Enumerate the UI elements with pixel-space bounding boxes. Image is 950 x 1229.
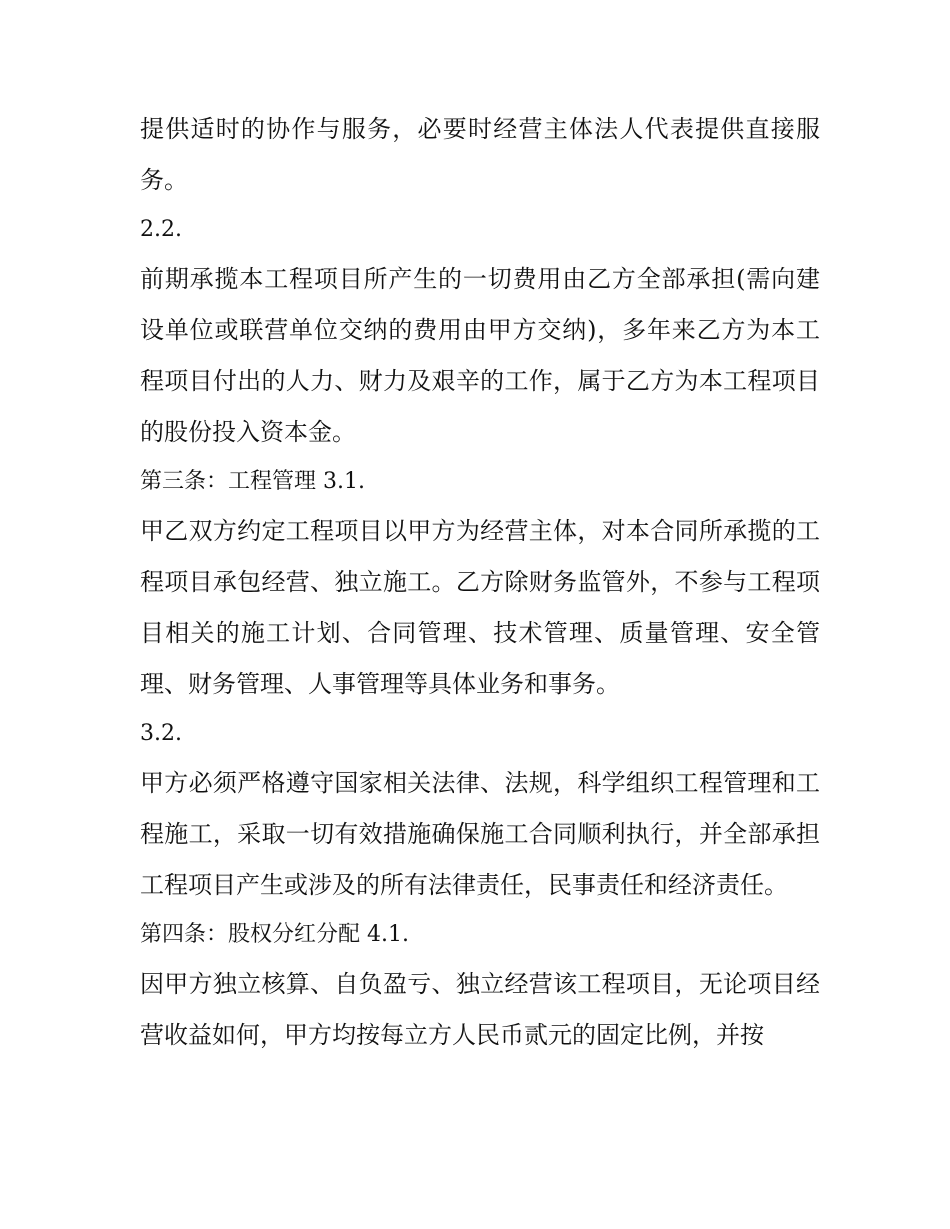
paragraph-legal-compliance: 甲方必须严格遵守国家相关法律、法规，科学组织工程管理和工程施工，采取一切有效措施确保施工合同顺利执行，并全部承担工程项目产生或涉及的所有法律责任，民事责任和经济责任。 <box>140 769 820 899</box>
paragraph-service: 提供适时的协作与服务，必要时经营主体法人代表提供直接服务。 <box>140 115 820 194</box>
article-3-heading: 第三条：工程管理 3.1. <box>140 469 365 494</box>
article-4-heading: 第四条：股权分红分配 4.1. <box>140 922 409 947</box>
document-body <box>140 104 820 1061</box>
paragraph-costs: 前期承揽本工程项目所产生的一切费用由乙方全部承担(需向建设单位或联营单位交纳的费用由甲方交纳)，多年来乙方为本工程项目付出的人力、财力及艰辛的工作，属于乙方为本工程项目的股份投入资本金。 <box>140 265 820 446</box>
clause-number-3-2: 3.2. <box>140 721 182 746</box>
paragraph-dividend: 因甲方独立核算、自负盈亏、独立经营该工程项目，无论项目经营收益如何，甲方均按每立方人民币贰元的固定比例，并按 <box>140 970 820 1049</box>
clause-number-2-2: 2.2. <box>140 217 182 242</box>
paragraph-management: 甲乙双方约定工程项目以甲方为经营主体，对本合同所承揽的工程项目承包经营、独立施工。乙方除财务监管外，不参与工程项目相关的施工计划、合同管理、技术管理、质量管理、安全管理、财务管理、人事管理等具体业务和事务。 <box>140 517 820 698</box>
